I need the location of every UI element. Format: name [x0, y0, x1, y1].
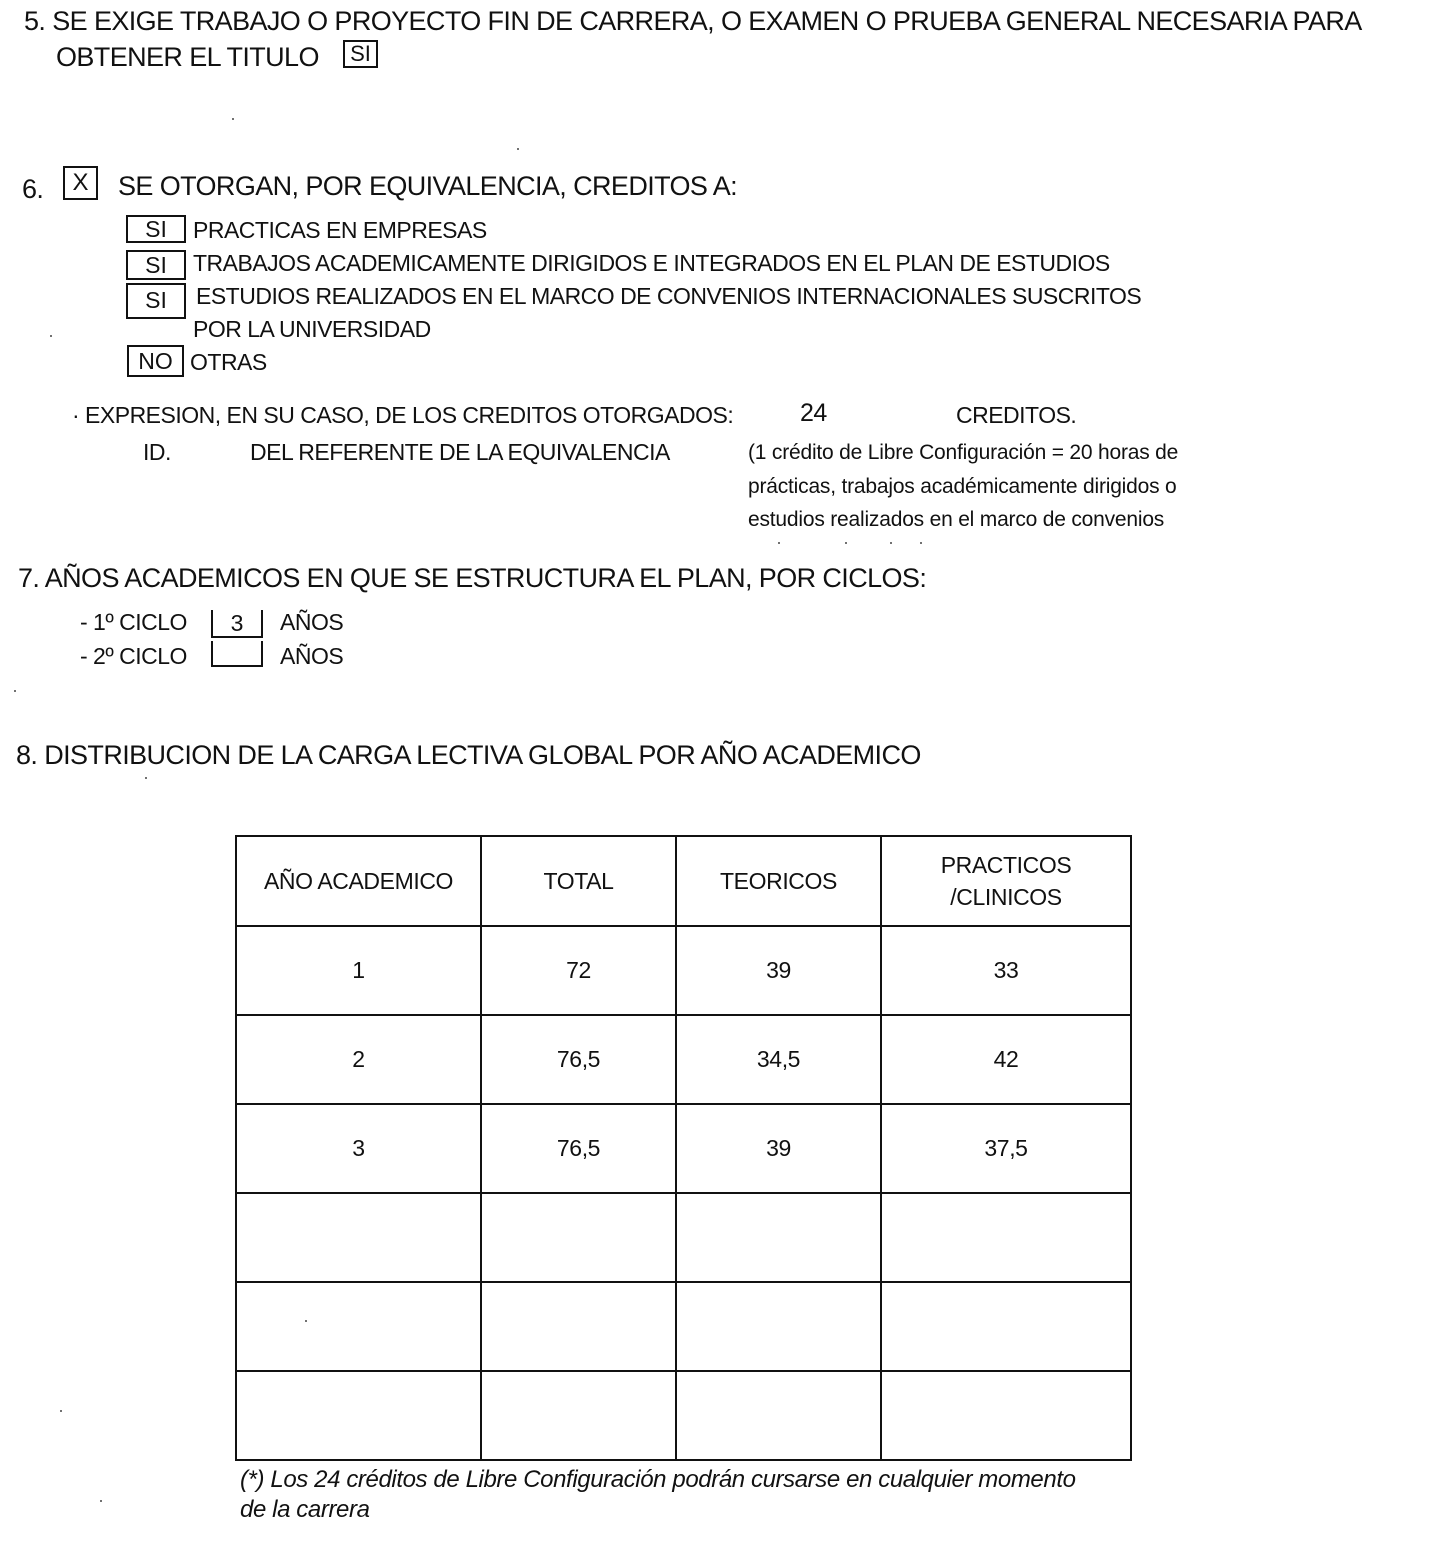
header-line: PRACTICOS	[940, 852, 1072, 878]
section-6-number: 6.	[22, 174, 44, 204]
credits-label: · EXPRESION, EN SU CASO, DE LOS CREDITOS OTORGADOS:	[72, 402, 734, 428]
table-cell: 33	[881, 926, 1131, 1015]
credits-unit: CREDITOS.	[956, 402, 1077, 428]
table-row	[236, 926, 1131, 1015]
table-cell	[881, 1282, 1131, 1371]
table-cell	[881, 1193, 1131, 1282]
scan-speck	[50, 335, 52, 337]
section-6-title: SE OTORGAN, POR EQUIVALENCIA, CREDITOS A:	[118, 171, 738, 201]
scan-speck	[517, 148, 519, 150]
equivalence-item-label: ESTUDIOS REALIZADOS EN EL MARCO DE CONVENIOS INTERNACIONALES SUSCRITOS	[196, 283, 1142, 309]
section-6-checkbox[interactable]: X	[63, 166, 98, 200]
table-cell: 42	[881, 1015, 1131, 1104]
table-row	[236, 1193, 1131, 1282]
reference-note-line: estudios realizados en el marco de convenios	[748, 508, 1165, 531]
table-cell: 1	[236, 926, 481, 1015]
table-cell	[236, 1282, 481, 1371]
section-5-question: 5. SE EXIGE TRABAJO O PROYECTO FIN DE CARRERA, O EXAMEN O PRUEBA GENERAL NECESARIA PARA	[24, 6, 1362, 36]
table-cell	[676, 1193, 881, 1282]
table-cell: 76,5	[481, 1104, 676, 1193]
table-header-row	[236, 836, 1131, 926]
scan-speck	[100, 1500, 102, 1502]
section-5-question-cont: OBTENER EL TITULO	[56, 42, 319, 72]
table-cell: 39	[676, 926, 881, 1015]
table-cell: 34,5	[676, 1015, 881, 1104]
header-cell: AÑO ACADEMICO	[236, 836, 481, 926]
section-5-answer-box[interactable]: SI	[343, 40, 378, 68]
table-cell	[481, 1371, 676, 1460]
section-7-title: 7. AÑOS ACADEMICOS EN QUE SE ESTRUCTURA EL PLAN, POR CICLOS:	[18, 563, 927, 593]
scan-speck	[145, 777, 147, 779]
header-cell: TOTAL	[481, 836, 676, 926]
footnote	[240, 1465, 1120, 1525]
reference-label: DEL REFERENTE DE LA EQUIVALENCIA	[250, 439, 670, 465]
cycle-years-box[interactable]	[211, 641, 263, 667]
reference-note-line: (1 crédito de Libre Configuración = 20 horas de	[748, 441, 1179, 464]
table-cell: 2	[236, 1015, 481, 1104]
table-cell: 39	[676, 1104, 881, 1193]
table-cell	[481, 1193, 676, 1282]
scan-speck	[14, 690, 16, 692]
table-cell	[881, 1371, 1131, 1460]
scan-speck	[305, 1320, 307, 1322]
table-cell	[236, 1193, 481, 1282]
table-row	[236, 1282, 1131, 1371]
scan-speck	[232, 118, 234, 120]
reference-id: ID.	[143, 439, 171, 465]
table-cell	[236, 1371, 481, 1460]
footnote-line: (*) Los 24 créditos de Libre Configuración podrán cursarse en cualquier momento	[240, 1466, 1076, 1493]
cycle-label: - 2º CICLO	[80, 643, 187, 669]
load-table	[235, 835, 1132, 1461]
table-cell: 72	[481, 926, 676, 1015]
scan-speck	[920, 542, 922, 544]
reference-note-line: prácticas, trabajos académicamente dirigidos o	[748, 475, 1177, 498]
credits-value: 24	[800, 399, 827, 427]
scan-speck	[845, 542, 847, 544]
header-line: /CLINICOS	[950, 884, 1062, 910]
table-cell	[481, 1282, 676, 1371]
footnote-line: de la carrera	[240, 1496, 370, 1523]
table-cell: 37,5	[881, 1104, 1131, 1193]
cycle-label: - 1º CICLO	[80, 609, 187, 635]
equivalence-item-label: PRACTICAS EN EMPRESAS	[193, 217, 487, 243]
header-cell	[881, 836, 1131, 926]
scan-speck	[890, 542, 892, 544]
table-cell: 3	[236, 1104, 481, 1193]
cycle-unit: AÑOS	[280, 643, 344, 669]
equivalence-answer-box[interactable]: SI	[126, 250, 186, 280]
table-row	[236, 1015, 1131, 1104]
scan-speck	[60, 1410, 62, 1412]
table-cell	[676, 1371, 881, 1460]
cycle-unit: AÑOS	[280, 609, 344, 635]
equivalence-answer-box[interactable]: SI	[126, 215, 186, 243]
equivalence-answer-box[interactable]: SI	[126, 283, 186, 319]
table-row	[236, 1371, 1131, 1460]
table-cell: 76,5	[481, 1015, 676, 1104]
equivalence-item-label: TRABAJOS ACADEMICAMENTE DIRIGIDOS E INTEGRADOS EN EL PLAN DE ESTUDIOS	[193, 250, 1110, 276]
table-row	[236, 1104, 1131, 1193]
equivalence-answer-box[interactable]: NO	[127, 345, 184, 377]
header-cell: TEORICOS	[676, 836, 881, 926]
equivalence-item-label: OTRAS	[190, 349, 267, 375]
cycle-years-box[interactable]: 3	[211, 610, 263, 638]
table-cell	[676, 1282, 881, 1371]
equivalence-item-label-cont: POR LA UNIVERSIDAD	[193, 316, 431, 342]
scan-speck	[778, 542, 780, 544]
section-8-title: 8. DISTRIBUCION DE LA CARGA LECTIVA GLOBAL POR AÑO ACADEMICO	[16, 740, 921, 770]
